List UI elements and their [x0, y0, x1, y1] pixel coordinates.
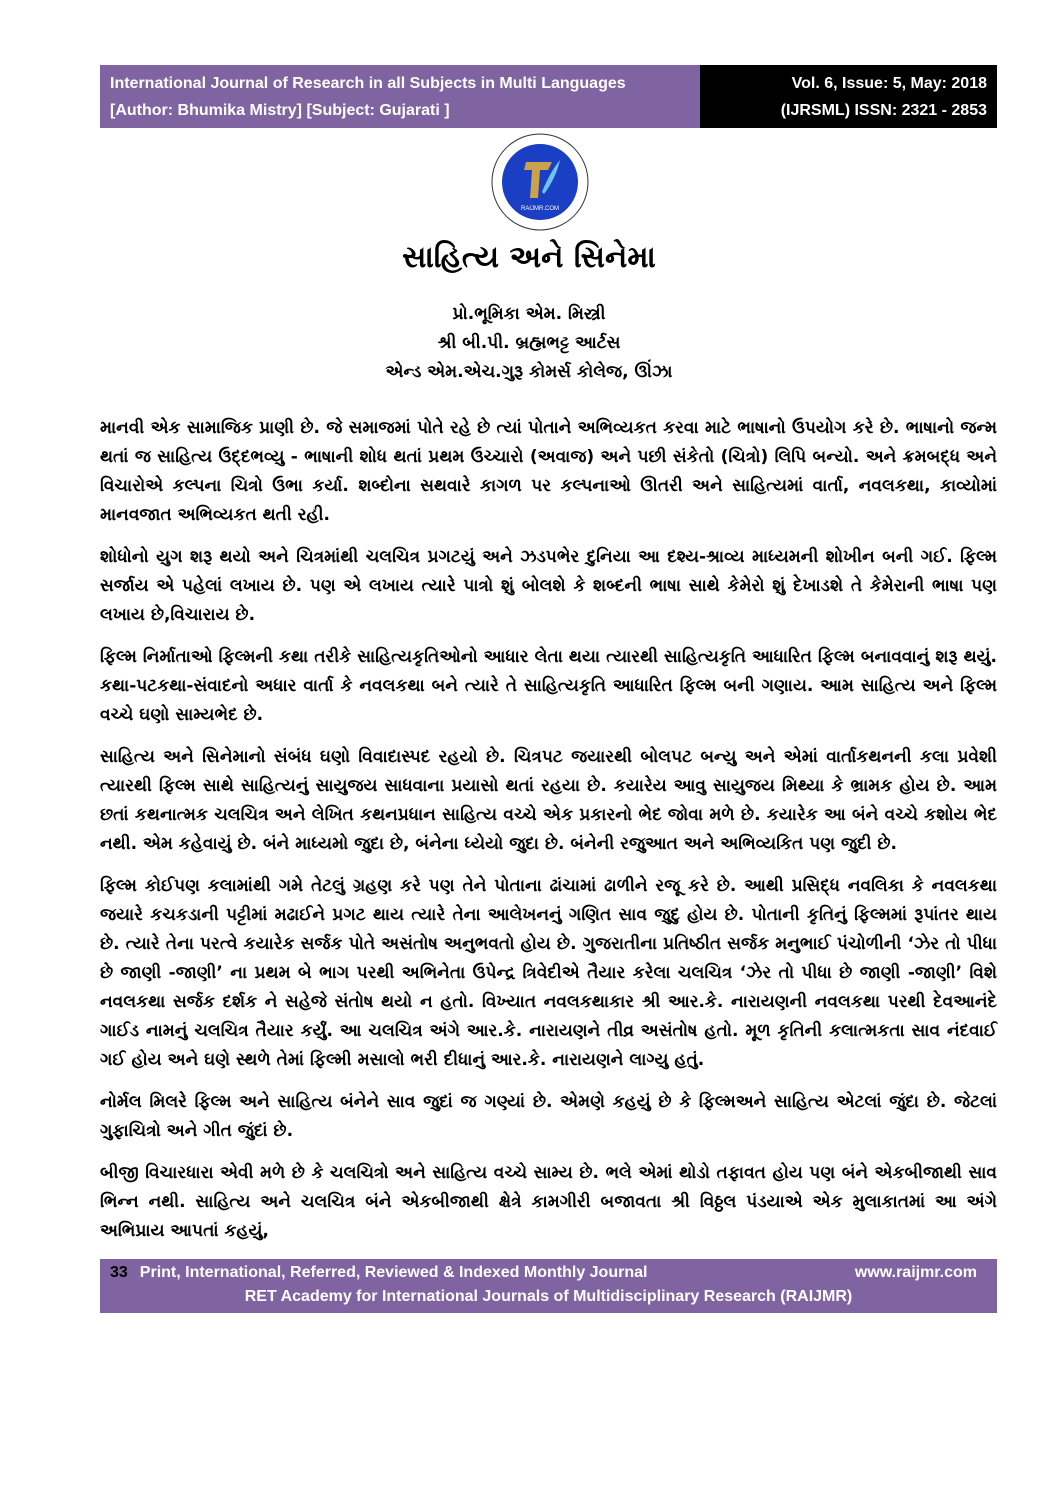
author-name: પ્રો.ભૂમિકા એમ. મિસ્ત્રી — [452, 304, 606, 324]
page-footer — [100, 1259, 997, 1313]
journal-info — [100, 65, 700, 128]
article-title: સાહિત્ય અને સિનેમા — [402, 240, 656, 275]
publisher: RET Academy for International Journals of Multidisciplinary Research (RAIJMR) — [244, 1288, 853, 1305]
author-block — [0, 300, 1058, 387]
journal-name: International Journal of Research in all Subjects in Multi Languages — [110, 75, 626, 92]
affiliation-line-1: શ્રી બી.પી. બ્રહ્મભટ્ટ આર્ટસ — [437, 333, 621, 353]
paragraph: નોર્મલ મિલરે ફિલ્મ અને સાહિત્ય બંનેને સાવ જુદાં જ ગણ્યાં છે. એમણે કહયું છે કે ફિલ્મઅને સાહિત્ય એટલાં જુંદા છે. જેટલાં ગુફાચિત્રો અને ગીત જુંદાં છે. — [100, 1092, 997, 1141]
volume-issue: Vol. 6, Issue: 5, May: 2018 — [791, 75, 987, 92]
page-header — [100, 65, 997, 128]
issue-info — [700, 65, 997, 128]
website-link[interactable]: www.raijmr.com — [854, 1264, 977, 1281]
paragraph: માનવી એક સામાજિક પ્રાણી છે. જે સમાજમાં પોતે રહે છે ત્યાં પોતાને અભિવ્યકત કરવા માટે ભાષાનો ઉપયોગ કરે છે. ભાષાનો જન્મ થતાં જ સાહિત્ય ઉદ્દભવ્યુ - ભાષાની શોધ થતાં પ્રથમ ઉચ્ચારો (અવાજ) અને પછી સંકેતો (ચિત્રો) લિપિ બન્યો. અને ક્રમબદ્ધ અને વિચારોએ કલ્પના ચિત્રો ઉભા કર્યા. શબ્દોના સથવારે કાગળ પર કલ્પનાઓ ઊતરી અને સાહિત્યમાં વાર્તા, નવલકથા, કાવ્યોમાં માનવજાત અભિવ્યકત થતી રહી. — [100, 418, 997, 525]
journal-logo — [490, 132, 590, 232]
paragraph: ફિલ્મ કોઈપણ કલામાંથી ગમે તેટલું ગ્રહણ કરે પણ તેને પોતાના ઢાંચામાં ઢાળીને રજૂ કરે છે. આથી પ્રસિદ્ધ નવલિકા કે નવલકથા જયારે કચકડાની પટ્ટીમાં મઢાઈને પ્રગટ થાય ત્યારે તેના આલેખનનું ગણિત સાવ જુદુ હોય છે. પોતાની કૃતિનું ફિલ્મમાં રૂપાંતર થાય છે. ત્યારે તેના પરત્વે કયારેક સર્જક પોતે અસંતોષ અનુભવતો હોય છે. ગુજરાતીના પ્રતિષ્ઠીત સર્જક મનુભાઈ પંચોળીની ‘ઝેર તો પીધા છે જાણી -જાણી’ ના પ્રથમ બે ભાગ પરથી અભિનેતા ઉપેન્દ્ર ત્રિવેદીએ તૈયાર કરેલા ચલચિત્ર ‘ઝેર તો પીધા છે જાણી -જાણી’ વિશે નવલકથા સર્જક દર્શક ને સહેજે સંતોષ થયો ન હતો. વિખ્યાત નવલકથાકાર શ્રી આર.કે. નારાયણની નવલકથા પરથી દેવઆનંદે ગાઈડ નામનું ચલચિત્ર તૈયાર કર્યું. આ ચલચિત્ર અંગે આર.કે. નારાયણને તીવ્ર અસંતોષ હતો. મૂળ કૃતિની કલાત્મકતા સાવ નંદવાઈ ગઈ હોય અને ઘણે સ્થળે તેમાં ફિલ્મી મસાલો ભરી દીધાનું આર.કે. નારાયણને લાગ્યુ હતું. — [100, 876, 997, 1070]
paragraph: ફિલ્મ નિર્માતાઓ ફિલ્મની કથા તરીકે સાહિત્યકૃતિઓનો આધાર લેતા થયા ત્યારથી સાહિત્યકૃતિ આધારિત ફિલ્મ બનાવવાનું શરૂ થયું. કથા-પટકથા-સંવાદનો અધાર વાર્તા કે નવલકથા બને ત્યારે તે સાહિત્યકૃતિ આધારિત ફિલ્મ બની ગણાય. આમ સાહિત્ય અને ફિલ્મ વચ્ચે ઘણો સામ્યભેદ છે. — [100, 647, 997, 725]
footer-tagline: Print, International, Referred, Reviewed & Indexed Monthly Journal — [139, 1264, 648, 1281]
affiliation-line-2: એન્ડ એમ.એચ.ગુરૂ કોમર્સ કોલેજ, ઊંઝા — [385, 362, 673, 382]
logo-text: RAIJMR.COM — [521, 206, 559, 212]
page-number: 33 — [110, 1264, 128, 1281]
author-subject: [Author: Bhumika Mistry] [Subject: Gujarati ] — [110, 102, 450, 119]
issn: (IJRSML) ISSN: 2321 - 2853 — [780, 102, 987, 119]
paragraph: સાહિત્ય અને સિનેમાનો સંબંધ ઘણો વિવાદાસ્પદ રહયો છે. ચિત્રપટ જયારથી બોલપટ બન્યુ અને એમાં વાર્તાકથનની કલા પ્રવેશી ત્યારથી ફિલ્મ સાથે સાહિત્યનું સાયુજય સાધવાના પ્રયાસો થતાં રહયા છે. કયારેય આવુ સાયુજય મિથ્યા કે ભ્રામક હોય છે. આમ છતાં કથનાત્મક ચલચિત્ર અને લેખિત કથનપ્રધાન સાહિત્ય વચ્ચે એક પ્રકારનો ભેદ જોવા મળે છે. કયારેક આ બંને વચ્ચે કશોય ભેદ નથી. એમ કહેવાયું છે. બંને માધ્યમો જુદા છે, બંનેના ધ્યેયો જુદા છે. બંનેની રજુઆત અને અભિવ્યકિત પણ જુદી છે. — [100, 747, 997, 854]
article-body — [100, 414, 997, 1246]
paragraph: શોધોનો યુગ શરૂ થયો અને ચિત્રમાંથી ચલચિત્ર પ્રગટયું અને ઝડપભેર દુનિયા આ દશ્ય-શ્રાવ્ય માધ્યમની શોખીન બની ગઈ. ફિલ્મ સર્જાય એ પહેલાં લખાય છે. પણ એ લખાય ત્યારે પાત્રો શું બોલશે કે શબ્દની ભાષા સાથે કેમેરો શું દેખાડશે તે કેમેરાની ભાષા પણ લખાય છે,વિચારાય છે. — [100, 547, 997, 625]
paragraph: બીજી વિચારધારા એવી મળે છે કે ચલચિત્રો અને સાહિત્ય વચ્ચે સામ્ય છે. ભલે એમાં થોડો તફાવત હોય પણ બંને એકબીજાથી સાવ ભિન્ન નથી. સાહિત્ય અને ચલચિત્ર બંને એકબીજાથી ક્ષેત્રે કામગીરી બજાવતા શ્રી વિઠ્ઠલ પંડયાએ એક મુલાકાતમાં આ અંગે અભિપ્રાય આપતાં કહયું, — [100, 1163, 997, 1241]
